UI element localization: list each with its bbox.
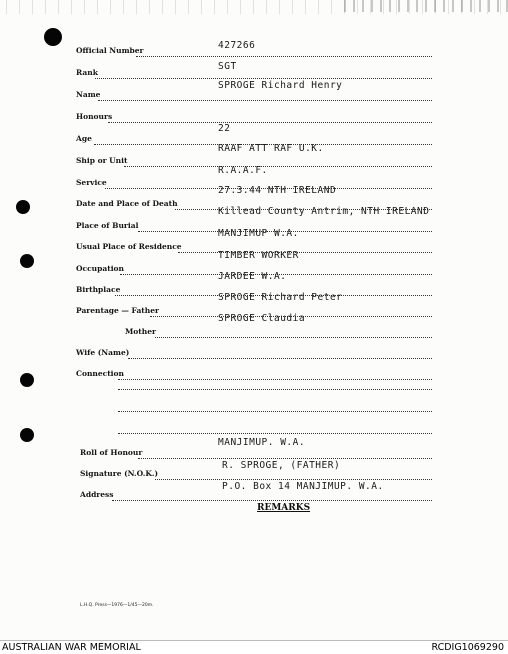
field-label: Connection — [76, 369, 124, 378]
dotted-line — [155, 337, 432, 338]
field-label: Roll of Honour — [80, 448, 143, 457]
field-label: Age — [76, 134, 92, 143]
dotted-line — [136, 56, 432, 57]
field-value: Killead County Antrim, NTH IRELAND — [218, 206, 430, 217]
footer-record-id: RCDIG1069290 — [431, 642, 504, 653]
field-label: Name — [76, 90, 101, 99]
field-label: Place of Burial — [76, 221, 139, 230]
field-address — [0, 481, 508, 504]
field-value: TIMBER WORKER — [218, 250, 299, 261]
field-label: Birthplace — [76, 285, 121, 294]
field-value: 27.3.44 NTH IRELAND — [218, 185, 337, 196]
field-label: Service — [76, 178, 107, 187]
perforated-edge — [0, 0, 508, 14]
field-label: Signature (N.O.K.) — [80, 469, 158, 478]
printer-imprint: L.H.Q. Press—1976—1/45—20m. — [80, 603, 154, 608]
field-value: SGT — [218, 61, 237, 72]
field-value: P.O. Box 14 MANJIMUP. W.A. — [222, 481, 384, 492]
dotted-line — [155, 479, 432, 480]
field-rank — [0, 62, 508, 82]
field-value: SPROGE Richard Henry — [218, 80, 343, 91]
dotted-line — [118, 389, 432, 390]
dotted-line — [124, 166, 432, 167]
field-label: Parentage — Father — [76, 306, 159, 315]
punch-hole — [20, 428, 34, 442]
field-label: Official Number — [76, 46, 144, 55]
dotted-line — [95, 78, 432, 79]
field-value: 22 — [218, 123, 231, 134]
field-label: Usual Place of Residence — [76, 242, 182, 251]
field-honours — [0, 106, 508, 126]
field-name — [0, 80, 508, 104]
field-value: 427266 — [218, 40, 256, 51]
field-roll-of-honour — [0, 437, 508, 462]
field-label: Ship or Unit — [76, 156, 128, 165]
dotted-line — [128, 358, 432, 359]
remarks-heading: REMARKS — [257, 503, 311, 513]
footer-source: AUSTRALIAN WAR MEMORIAL — [2, 642, 141, 653]
archive-footer — [0, 640, 508, 654]
field-label: Honours — [76, 112, 113, 121]
field-official-number — [0, 40, 508, 60]
field-label: Occupation — [76, 264, 124, 273]
field-connection — [0, 363, 508, 383]
field-value: SPROGE Claudia — [218, 313, 306, 324]
dotted-line — [118, 379, 432, 380]
field-label: Rank — [76, 68, 98, 77]
dotted-line — [138, 458, 432, 459]
field-mother — [0, 313, 508, 341]
dotted-line — [118, 411, 432, 412]
field-label: Mother — [125, 327, 156, 336]
field-label: Wife (Name) — [76, 348, 130, 357]
field-label: Address — [80, 490, 114, 499]
field-value: R.A.A.F. — [218, 165, 268, 176]
field-value: RAAF ATT RAF U.K. — [218, 143, 324, 154]
dotted-line — [118, 433, 432, 434]
dotted-line — [98, 100, 432, 101]
field-value: MANJIMUP W.A. — [218, 228, 299, 239]
field-value: JARDEE W.A. — [218, 271, 287, 282]
field-value: SPROGE Richard Peter — [218, 292, 343, 303]
dotted-line — [178, 252, 432, 253]
field-value: R. SPROGE, (FATHER) — [222, 460, 341, 471]
dotted-line — [108, 122, 432, 123]
field-value: MANJIMUP. W.A. — [218, 437, 306, 448]
field-wife — [0, 342, 508, 362]
field-label: Date and Place of Death — [76, 199, 178, 208]
dotted-line — [112, 500, 432, 501]
field-signature — [0, 460, 508, 483]
